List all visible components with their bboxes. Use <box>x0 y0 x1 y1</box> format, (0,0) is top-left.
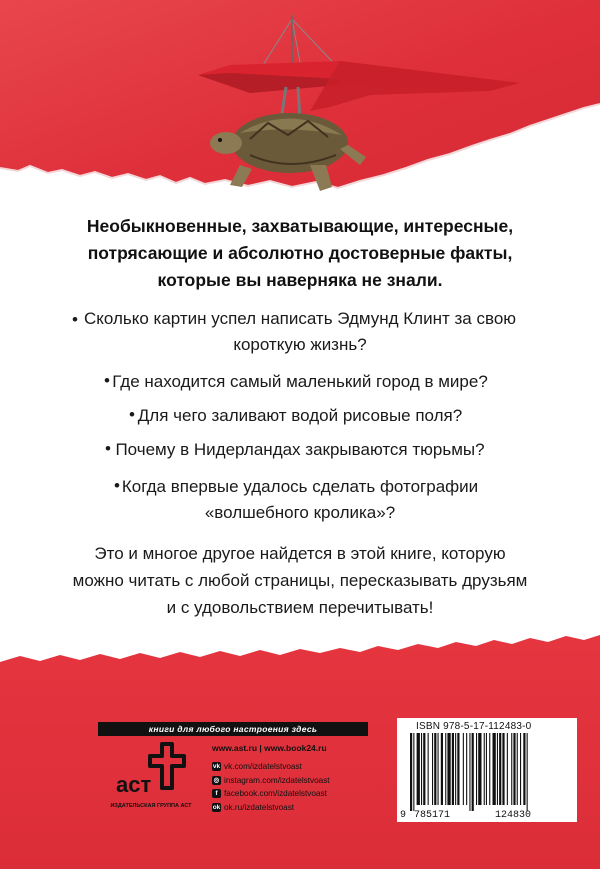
list-item: Сколько картин успел написать Эдмунд Клинт за свою короткую жизнь? <box>83 309 517 354</box>
outro-line: и с удовольствием перечитывать! <box>166 598 434 617</box>
barcode-bar <box>423 733 425 805</box>
barcode-bar <box>447 733 450 805</box>
odnoklassniki-icon: ok <box>212 803 221 811</box>
list-item: Когда впервые удалось сделать фотографии «волшебного кролика»? <box>121 477 479 522</box>
list-item: Почему в Нидерландах закрываются тюрьмы? <box>115 440 485 459</box>
barcode-bar <box>441 733 443 805</box>
barcode-bar <box>486 733 487 805</box>
list-item: Для чего заливают водой рисовые поля? <box>137 406 463 425</box>
social-row <box>212 801 330 815</box>
barcode-bar <box>520 733 521 805</box>
logo-text: аст <box>116 772 152 797</box>
social-row <box>212 787 330 801</box>
publisher-tagline: книги для любого настроения здесь <box>98 722 368 736</box>
outro-line: Это и многое другое найдется в этой книге, которую <box>94 544 506 563</box>
barcode-bar <box>493 733 496 805</box>
barcode-bar <box>438 733 439 805</box>
barcode-bar <box>421 733 422 805</box>
barcode-bar <box>527 733 528 811</box>
barcode-bar <box>417 733 420 805</box>
bullet-point: • <box>72 310 78 329</box>
social-link-text: facebook.com/izdatelstvoast <box>224 789 327 798</box>
social-links <box>212 760 330 814</box>
intro-line: Необыкновенные, захватывающие, интересные, <box>86 216 514 236</box>
social-link-text: instagram.com/izdatelstvoast <box>224 775 330 785</box>
barcode-bar <box>507 733 508 805</box>
intro-paragraph <box>60 213 540 294</box>
vk-icon: vk <box>212 763 221 771</box>
barcode-bar <box>497 733 498 805</box>
barcode-bar <box>455 733 456 805</box>
isbn-label: ISBN 978-5-17-112483-0 <box>416 721 532 732</box>
list-item: Где находится самый маленький город в мире? <box>112 372 488 391</box>
barcode-bar <box>484 733 485 805</box>
publisher-group-name: ИЗДАТЕЛЬСКАЯ ГРУППА АСТ <box>110 803 192 809</box>
barcode <box>404 733 570 811</box>
social-row <box>212 774 330 788</box>
bullet-point: • <box>105 439 111 458</box>
outro-paragraph <box>60 540 540 621</box>
social-link-text: ok.ru/izdatelstvoast <box>224 802 295 812</box>
barcode-bar <box>466 733 467 805</box>
outro-line: можно читать с любой страницы, пересказывать друзьям <box>72 571 528 590</box>
social-link-text: vk.com/izdatelstvoast <box>224 762 302 771</box>
barcode-bar <box>478 733 481 805</box>
barcode-bar <box>499 733 501 805</box>
publisher-websites: www.ast.ru | www.book24.ru <box>212 743 327 753</box>
barcode-bar <box>517 733 518 805</box>
ast-logo <box>100 740 200 810</box>
barcode-bar <box>489 733 490 805</box>
barcode-bar <box>428 733 429 805</box>
bullet-point: • <box>129 405 135 424</box>
barcode-bar <box>523 733 525 805</box>
barcode-bar <box>434 733 436 805</box>
barcode-bar <box>513 733 515 805</box>
intro-line: которые вы наверняка не знали. <box>157 270 443 290</box>
ean-right-digits: 124830 <box>495 810 532 821</box>
barcode-bar <box>452 733 454 805</box>
barcode-bar <box>463 733 464 805</box>
ean-first-digit: 9 <box>400 810 407 821</box>
barcode-bar <box>502 733 504 805</box>
barcode-bar <box>413 733 414 811</box>
barcode-bar <box>457 733 459 805</box>
bullet-point: • <box>114 476 120 495</box>
social-row <box>212 760 330 774</box>
barcode-bar <box>476 733 477 805</box>
barcode-bar <box>469 733 470 811</box>
hang-glider-turtle-illustration <box>190 15 550 205</box>
instagram-icon: ◎ <box>213 776 220 784</box>
barcode-bar <box>410 733 412 811</box>
barcode-bar <box>432 733 433 805</box>
ean-left-digits: 785171 <box>414 810 451 821</box>
barcode-bar <box>472 733 474 811</box>
turtle-head <box>210 132 242 154</box>
barcode-bar <box>445 733 446 805</box>
facebook-icon: f <box>212 789 221 798</box>
barcode-bar <box>511 733 512 805</box>
intro-line: потрясающие и абсолютно достоверные факты, <box>87 243 513 263</box>
bullet-point: • <box>104 371 110 390</box>
